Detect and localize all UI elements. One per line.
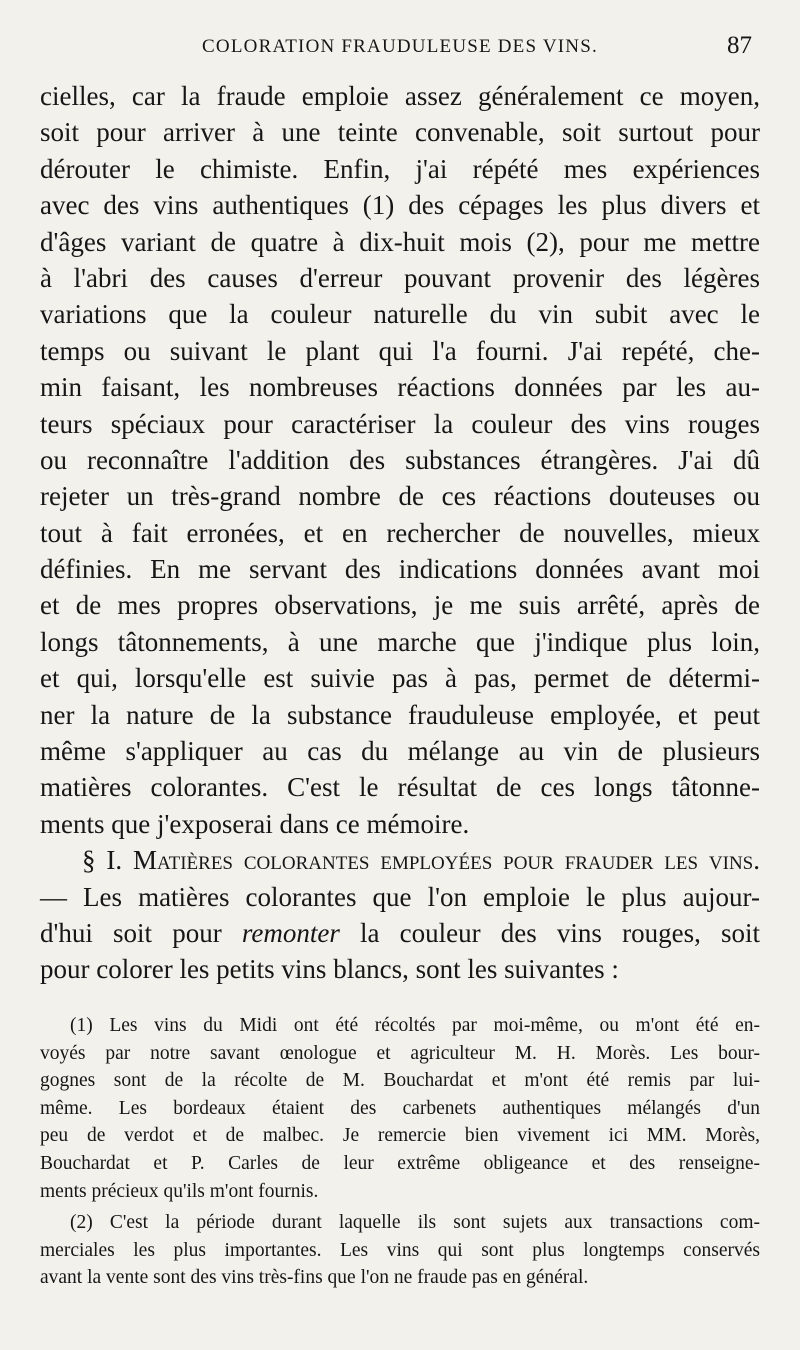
footnote-line: avant la vente sont des vins très-fins que l'on ne fraude pas en général. xyxy=(40,1267,589,1289)
text-line: matières colorantes. C'est le résultat de ces longs tâtonne- xyxy=(40,772,760,803)
text-fragment: la couleur des vins rouges, soit xyxy=(339,917,760,948)
text-line: — Les matières colorantes que l'on emploie le plus aujour- xyxy=(40,881,760,912)
text-line: avec des vins authentiques (1) des cépages les plus divers et xyxy=(40,190,760,221)
text-line: même s'appliquer au cas du mélange au vin de plusieurs xyxy=(40,736,760,767)
text-line: d'âges variant de quatre à dix-huit mois (2), pour me mettre xyxy=(40,226,760,257)
text-line: à l'abri des causes d'erreur pouvant provenir des légères xyxy=(40,262,760,293)
text-line: variations que la couleur naturelle du vin subit avec le xyxy=(40,299,760,330)
footnote-line: ments précieux qu'ils m'ont fournis. xyxy=(40,1180,319,1202)
footnote-line: voyés par notre savant œnologue et agriculteur M. H. Morès. Les bour- xyxy=(40,1042,760,1064)
footnote-line: peu de verdot et de malbec. Je remercie bien vivement ici MM. Morès, xyxy=(40,1125,760,1147)
page-header xyxy=(40,32,760,66)
section-heading: § I. Matières colorantes employées pour frauder les vins. xyxy=(82,845,760,876)
footnote-line: Bouchardat et P. Carles de leur extrême obligeance et des renseigne- xyxy=(40,1152,760,1174)
footnote-line: merciales les plus importantes. Les vins qui sont plus longtemps conservés xyxy=(40,1239,760,1261)
text-line: min faisant, les nombreuses réactions données par les au- xyxy=(40,372,760,403)
text-line: teurs spéciaux pour caractériser la couleur des vins rouges xyxy=(40,408,760,439)
text-line: ner la nature de la substance frauduleuse employée, et peut xyxy=(40,699,760,730)
main-text xyxy=(40,78,760,988)
text-line: tout à fait erronées, et en rechercher de nouvelles, mieux xyxy=(40,517,760,548)
text-line: cielles, car la fraude emploie assez généralement ce moyen, xyxy=(40,81,760,111)
text-line: ments que j'exposerai dans ce mémoire. xyxy=(40,808,470,839)
text-line: temps ou suivant le plant qui l'a fourni. J'ai repété, che- xyxy=(40,335,760,366)
running-head: COLORATION FRAUDULEUSE DES VINS. xyxy=(202,36,598,57)
text-line: soit pour arriver à une teinte convenable, soit surtout pour xyxy=(40,117,760,148)
text-line: longs tâtonnements, à une marche que j'indique plus loin, xyxy=(40,626,760,657)
footnotes xyxy=(40,1012,760,1296)
text-line: rejeter un très-grand nombre de ces réactions douteuses ou xyxy=(40,481,760,512)
text-line: définies. En me servant des indications données avant moi xyxy=(40,554,760,585)
text-line: dérouter le chimiste. Enfin, j'ai répété mes expériences xyxy=(40,153,760,184)
text-line: et de mes propres observations, je me suis arrêté, après de xyxy=(40,590,760,621)
page-number: 87 xyxy=(727,32,752,59)
emphasis-text: remonter xyxy=(241,917,340,948)
footnote-line: gognes sont de la récolte de M. Bouchardat et m'ont été remis par lui- xyxy=(40,1070,760,1092)
text-line xyxy=(40,915,760,951)
footnote-line: (2) C'est la période durant laquelle ils sont sujets aux transactions com- xyxy=(70,1212,760,1234)
footnote-line: même. Les bordeaux étaient des carbenets authentiques mélangés d'un xyxy=(40,1097,760,1119)
text-line: ou reconnaître l'addition des substances étrangères. J'ai dû xyxy=(40,444,760,475)
footnote-line: (1) Les vins du Midi ont été récoltés par moi-même, ou m'ont été en- xyxy=(70,1015,760,1036)
text-line: et qui, lorsqu'elle est suivie pas à pas, permet de détermi- xyxy=(40,663,760,694)
text-fragment: d'hui soit pour xyxy=(40,917,242,948)
footnote-2 xyxy=(40,1209,760,1292)
footnote-1 xyxy=(40,1012,760,1205)
text-line: pour colorer les petits vins blancs, sont les suivantes : xyxy=(40,954,619,985)
